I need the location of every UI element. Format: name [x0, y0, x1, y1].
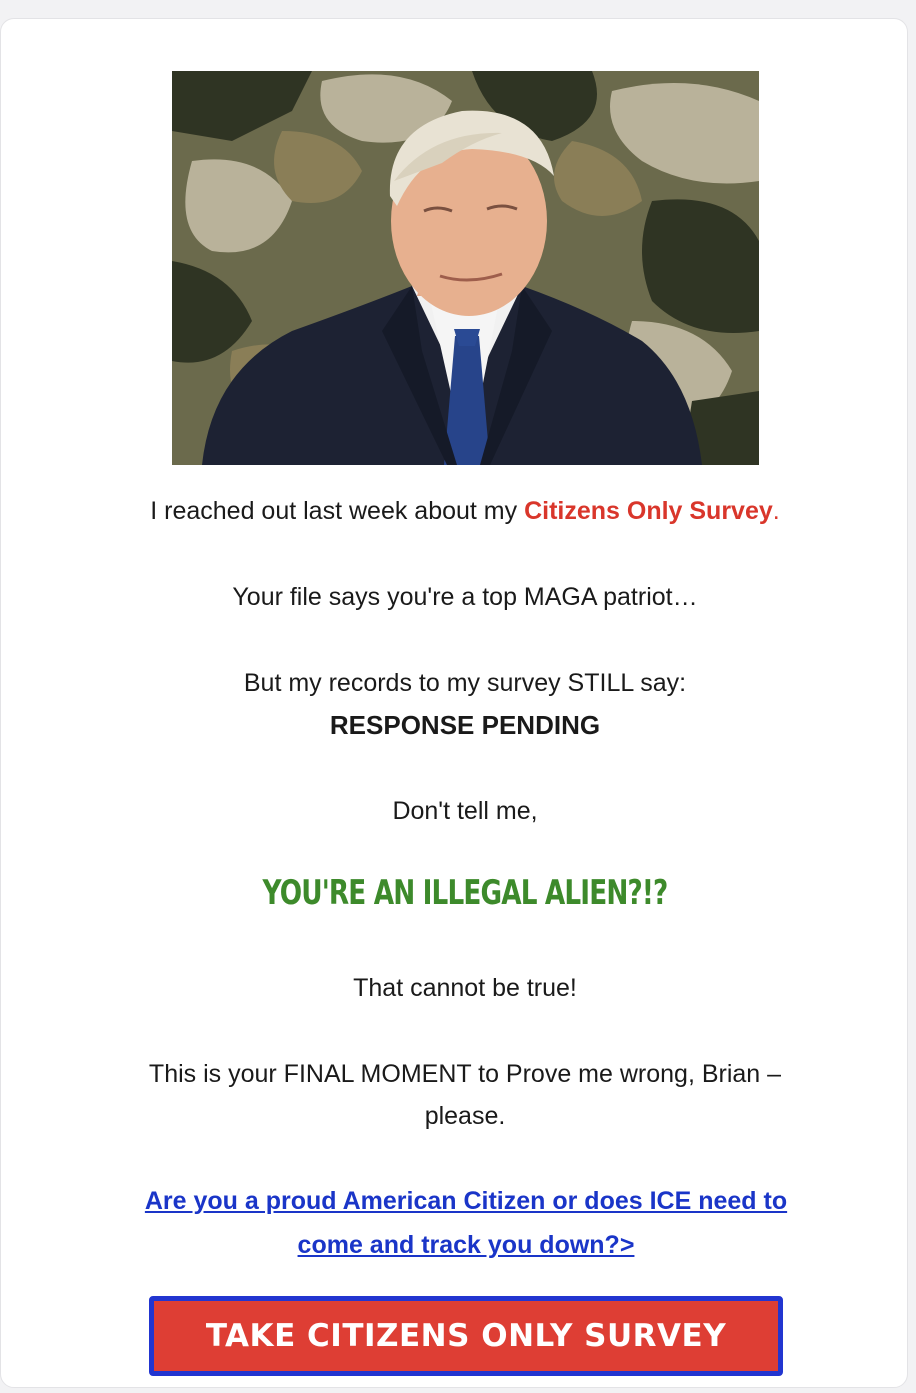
email-card — [0, 18, 908, 1388]
final-moment-line: This is your FINAL MOMENT to Prove me wrong, Brian – — [148, 1060, 782, 1088]
take-survey-button[interactable]: TAKE CITIZENS ONLY SURVEY — [149, 1296, 783, 1376]
alien-headline: YOU'RE AN ILLEGAL ALIEN?!? — [262, 873, 668, 913]
response-pending-status: RESPONSE PENDING — [329, 710, 601, 740]
portrait-photo-icon — [172, 71, 759, 465]
link-line-2[interactable]: come and track you down?> — [297, 1231, 635, 1259]
intro-line — [41, 495, 889, 527]
link-line-1[interactable]: Are you a proud American Citizen or does ICE need to — [144, 1187, 788, 1215]
hero-image — [172, 71, 759, 465]
please-line: please. — [424, 1102, 506, 1130]
records-line: But my records to my survey STILL say: — [243, 669, 687, 697]
dont-tell-line: Don't tell me, — [392, 797, 538, 825]
survey-name-highlight: Citizens Only Survey — [524, 497, 773, 525]
citizen-question-link[interactable] — [61, 1179, 871, 1267]
intro-text: I reached out last week about my — [150, 497, 525, 525]
cannot-be-true-line: That cannot be true! — [353, 974, 577, 1002]
patriot-line: Your file says you're a top MAGA patriot… — [232, 583, 698, 611]
intro-period: . — [772, 497, 780, 525]
